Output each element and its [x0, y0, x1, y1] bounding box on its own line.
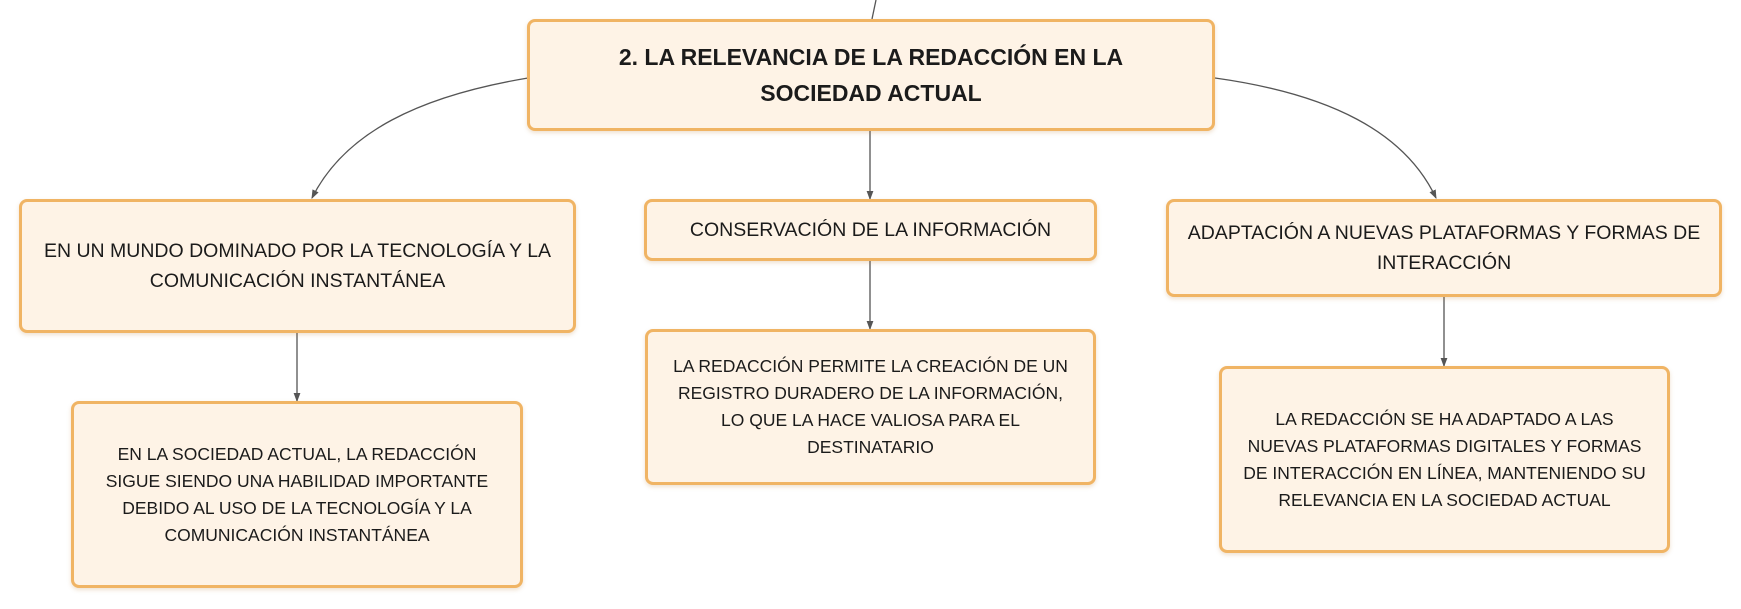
leaf-label-technology: EN LA SOCIEDAD ACTUAL, LA REDACCIÓN SIGUE SIENDO UNA HABILIDAD IMPORTANTE DEBIDO AL USO DE LA TECNOLOGÍA Y LA COMUNICACIÓN INSTANTÁNEA [105, 443, 489, 545]
branch-node-adaptation[interactable] [1166, 199, 1722, 297]
connector-root-to-branch-1 [312, 78, 528, 198]
branch-node-conservation[interactable] [644, 199, 1097, 261]
root-topic-label: 2. LA RELEVANCIA DE LA REDACCIÓN EN LA SOCIEDAD ACTUAL [618, 44, 1124, 106]
leaf-node-adaptation[interactable] [1219, 366, 1670, 553]
root-topic-node[interactable] [527, 19, 1215, 131]
leaf-label-adaptation: LA REDACCIÓN SE HA ADAPTADO A LAS NUEVAS PLATAFORMAS DIGITALES Y FORMAS DE INTERACCIÓN EN LÍNEA, MANTENIENDO SU RELEVANCIA EN LA SOCIEDAD ACTUAL [1243, 408, 1646, 510]
connector-root-to-branch-3 [1215, 78, 1436, 198]
branch-label-adaptation: ADAPTACIÓN A NUEVAS PLATAFORMAS Y FORMAS DE INTERACCIÓN [1187, 222, 1701, 274]
incoming-connector [872, 0, 876, 19]
leaf-node-technology[interactable] [71, 401, 523, 588]
branch-node-technology[interactable] [19, 199, 576, 333]
leaf-node-conservation[interactable] [645, 329, 1096, 485]
branch-label-technology: EN UN MUNDO DOMINADO POR LA TECNOLOGÍA Y LA COMUNICACIÓN INSTANTÁNEA [43, 240, 552, 292]
branch-label-conservation: CONSERVACIÓN DE LA INFORMACIÓN [689, 219, 1052, 241]
leaf-label-conservation: LA REDACCIÓN PERMITE LA CREACIÓN DE UN REGISTRO DURADERO DE LA INFORMACIÓN, LO QUE LA HACE VALIOSA PARA EL DESTINATARIO [673, 356, 1068, 457]
